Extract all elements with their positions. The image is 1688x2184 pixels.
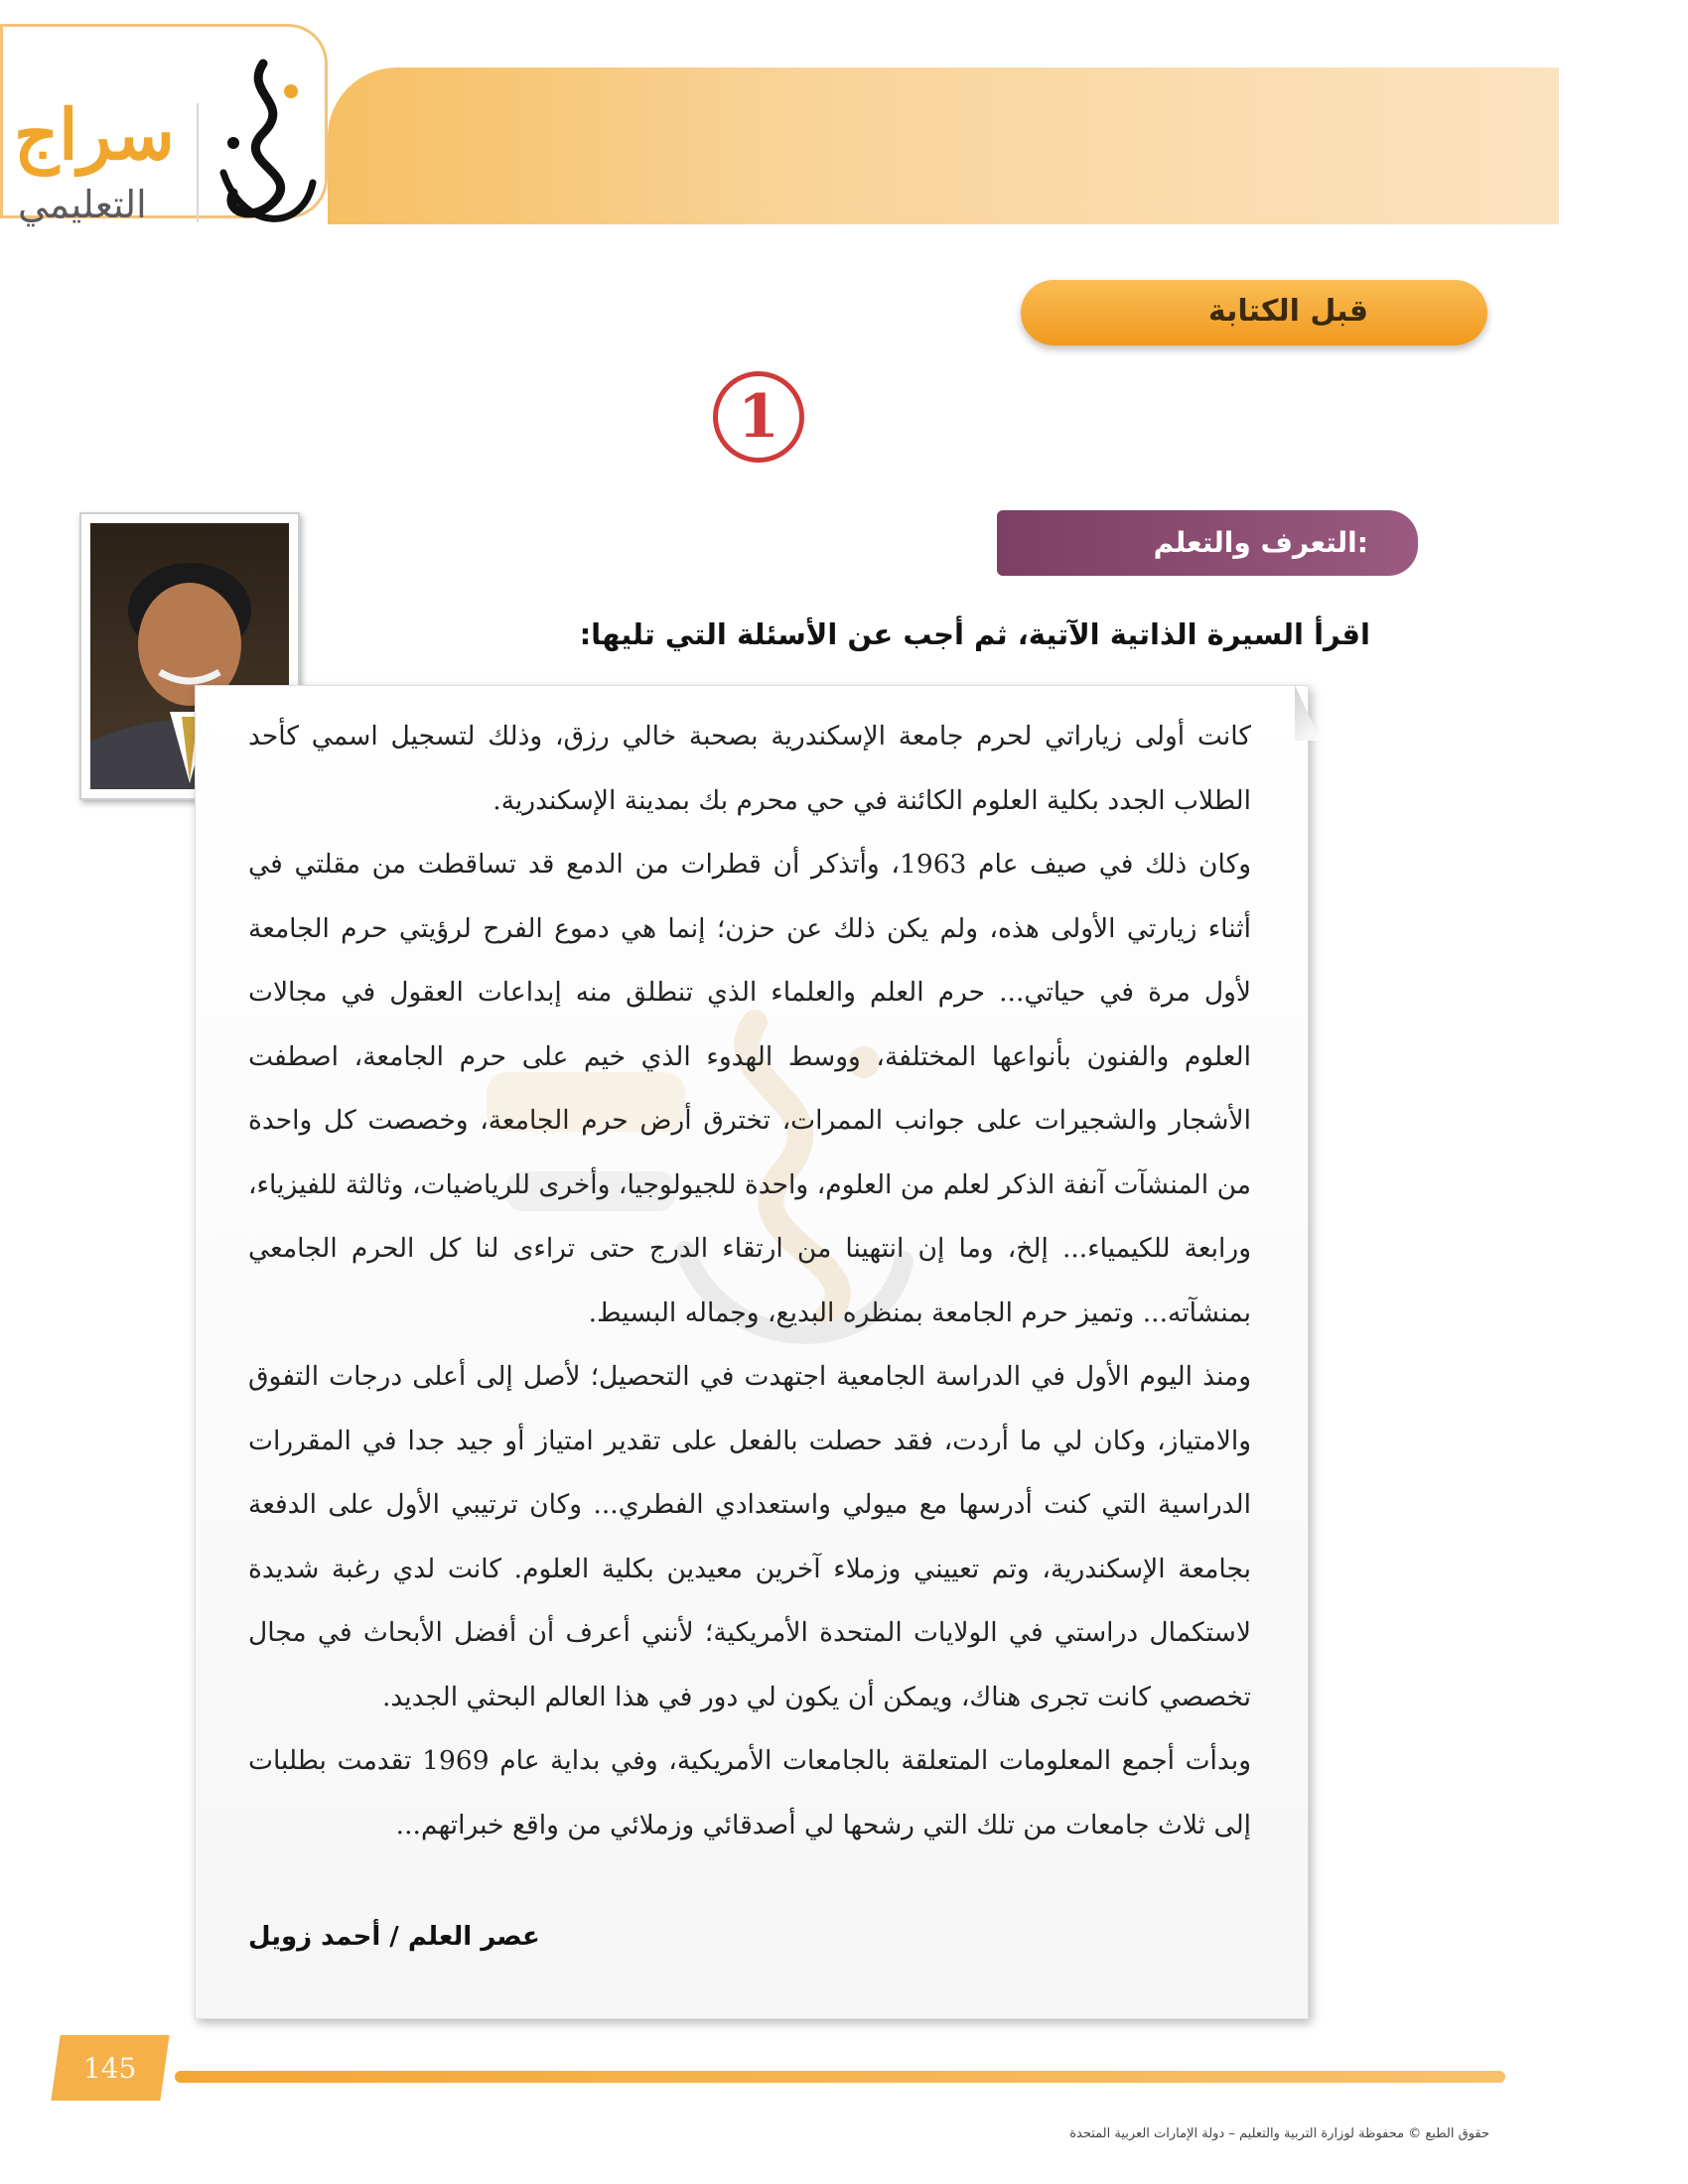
page-number: 145: [83, 2051, 137, 2085]
subsection-bar: [997, 510, 1418, 576]
passage-paragraph-3: ومنذ اليوم الأول في الدراسة الجامعية اجتهدت في التحصيل؛ لأصل إلى أعلى درجات التفوق والامتياز، وكان لي ما أردت، فقد حصلت بالفعل على تقدير امتياز أو جيد جدا في المقررات الدراسية التي كنت أدرسها مع ميولي واستعدادي الفطري... وكان ترتيبي الأول على الدفعة بجامعة الإسكندرية، وتم تعييني وزملاء آخرين معيدين بكلية العلوم. كانت لدي رغبة شديدة لاستكمال دراستي في الولايات المتحدة الأمريكية؛ لأنني أعرف أن أفضل الأبحاث في مجال تخصصي كانت تجرى هناك، ويمكن أن يكون لي دور في هذا العالم البحثي الجديد.: [248, 1361, 1251, 1712]
passage-paragraph-2: وكان ذلك في صيف عام 1963، وأتذكر أن قطرات من الدمع قد تساقطت من مقلتي في أثناء زيارتي الأولى هذه، ولم يكن ذلك عن حزن؛ إنما هي دموع الفرح لرؤيتي حرم الجامعة لأول مرة في حياتي... حرم العلم والعلماء الذي تنطلق منه إبداعات العقول في مجالات العلوم والفنون بأنواعها المختلفة، ووسط الهدوء الذي خيم على حرم الجامعة، اصطفت الأشجار والشجيرات على جوانب الممرات، تخترق أرض حرم الجامعة، وخصصت كل واحدة من المنشآت آنفة الذكر لعلم من العلوم، واحدة للجيولوجيا، وأخرى للرياضيات، وثالثة للفيزياء، ورابعة للكيمياء... إلخ، وما إن انتهينا من ارتقاء الدرج حتى تراءى لنا كل الحرم الجامعي بمنشآته... وتميز حرم الجامعة بمنظره البديع، وجماله البسيط.: [248, 849, 1251, 1328]
header-band: [328, 68, 1559, 224]
logo-divider: [197, 103, 199, 222]
passage-paragraph-4: وبدأت أجمع المعلومات المتعلقة بالجامعات الأمريكية، وفي بداية عام 1969 تقدمت بطلبات إلى ثلاث جامعات من تلك التي رشحها لي أصدقائي وزملائي من واقع خبراتهم...: [248, 1745, 1251, 1841]
section-number: 1: [713, 371, 804, 463]
passage-source: عصر العلم / أحمد زويل: [248, 1922, 540, 1952]
section-pill: [1021, 280, 1487, 345]
passage-body: [248, 705, 1251, 1857]
copyright-note: حقوق الطبع © محفوظة لوزارة التربية والتعليم – دولة الإمارات العربية المتحدة: [1069, 2126, 1489, 2141]
instruction-text: اقرأ السيرة الذاتية الآتية، ثم أجب عن الأسئلة التي تليها:: [579, 617, 1370, 651]
section-pill-label: قبل الكتابة: [1207, 294, 1368, 329]
footer-divider: [175, 2071, 1505, 2083]
page-number-box: [51, 2035, 169, 2101]
logo-calligraphy-icon: [204, 54, 323, 242]
logo-subtitle: التعليمي: [18, 183, 147, 226]
subsection-label: التعرف والتعلم:: [1153, 526, 1368, 559]
logo-name: سراج: [14, 93, 175, 176]
passage-paragraph-1: كانت أولى زياراتي لحرم جامعة الإسكندرية بصحبة خالي رزق، وذلك لتسجيل اسمي كأحد الطلاب الجدد بكلية العلوم الكائنة في حي محرم بك بمدينة الإسكندرية.: [248, 721, 1251, 816]
logo: [0, 24, 328, 226]
